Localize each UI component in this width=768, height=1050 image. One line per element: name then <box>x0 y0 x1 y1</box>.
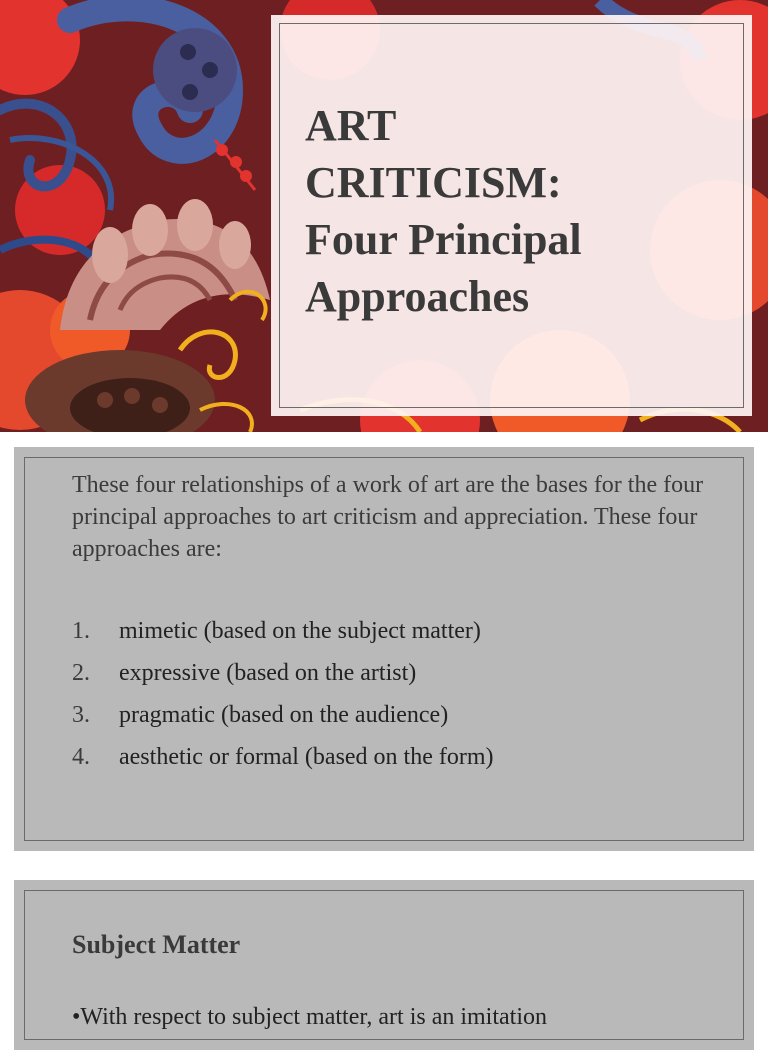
section-body: •With respect to subject matter, art is an imitation <box>72 1004 548 1030</box>
list-number: 3. <box>72 702 90 728</box>
list-item <box>72 699 712 741</box>
approaches-slide <box>14 447 754 851</box>
title-box <box>271 15 752 416</box>
intro-paragraph: These four relationships of a work of art are the bases for the four principal approaches to art criticism and appreciation. These four approaches are: <box>72 472 704 562</box>
list-number: 1. <box>72 618 90 644</box>
title-line: ART <box>305 101 397 150</box>
list-text: expressive (based on the artist) <box>119 660 417 686</box>
list-number: 4. <box>72 744 90 770</box>
title-line: CRITICISM: <box>305 158 562 207</box>
list-text: aesthetic or formal (based on the form) <box>119 744 494 770</box>
title-slide <box>0 0 768 432</box>
title-line: Four Principal <box>305 215 582 264</box>
list-item <box>72 657 712 699</box>
list-item <box>72 741 712 783</box>
slide-title <box>305 97 725 325</box>
list-text: pragmatic (based on the audience) <box>119 702 449 728</box>
section-heading: Subject Matter <box>72 930 241 959</box>
list-item <box>72 615 712 657</box>
approach-list <box>72 615 712 783</box>
list-number: 2. <box>72 660 90 686</box>
title-line: Approaches <box>305 272 530 321</box>
list-text: mimetic (based on the subject matter) <box>119 618 481 644</box>
subject-matter-slide <box>14 880 754 1050</box>
